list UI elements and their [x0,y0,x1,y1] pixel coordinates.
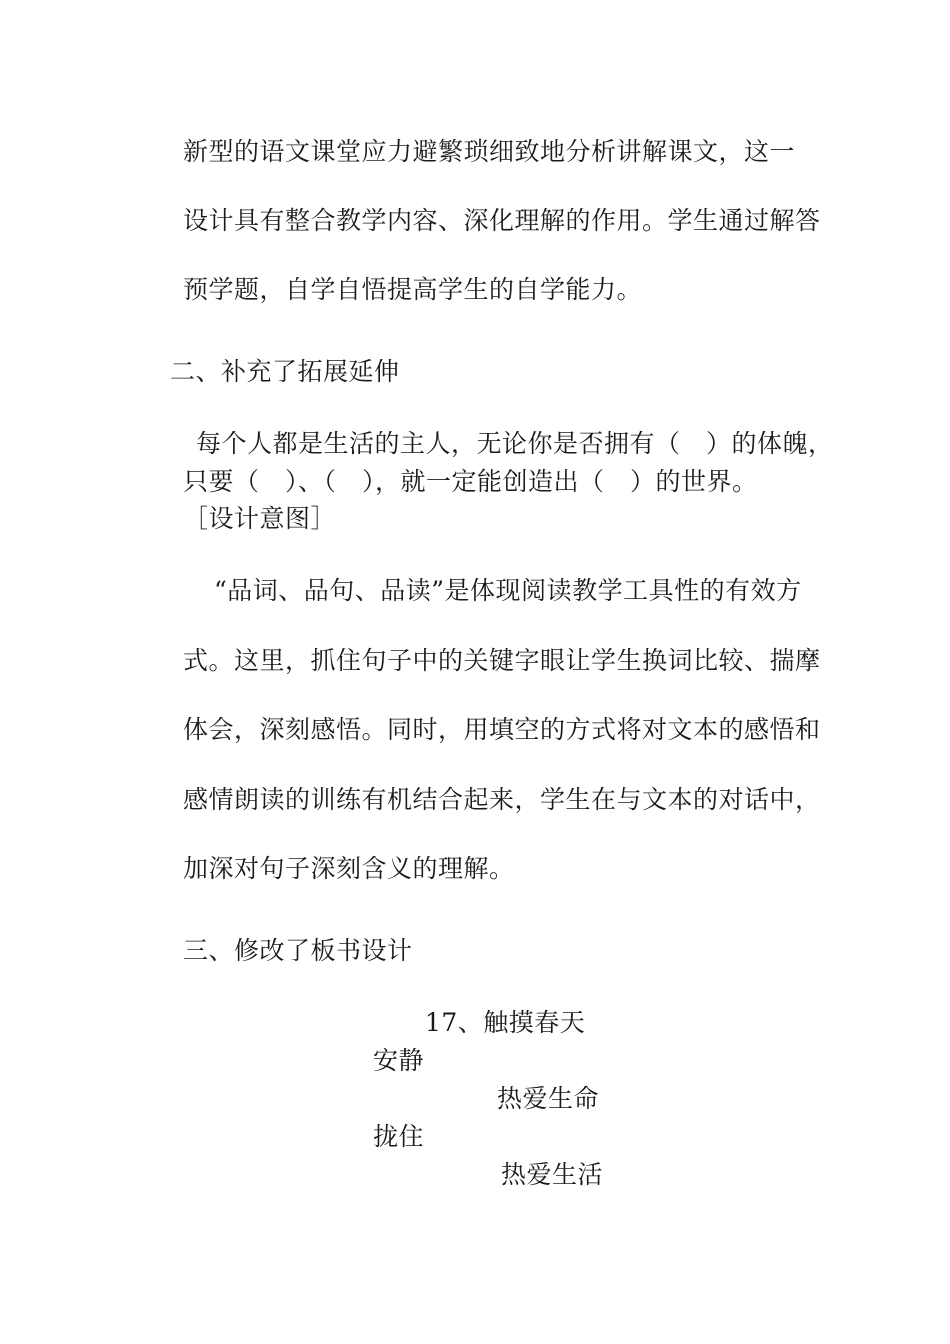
board-theme: 热爱生命 [497,1084,600,1113]
paragraph-line: “品词、品句、品读”是体现阅读教学工具性的有效方 [214,576,802,605]
design-intent-label: ［设计意图］ [183,504,337,533]
paragraph-line: 感情朗读的训练有机结合起来，学生在与文本的对话中， [183,785,821,814]
paragraph-line: 加深对句子深刻含义的理解。 [183,854,515,883]
board-theme: 热爱生活 [501,1160,604,1189]
paragraph-line: 新型的语文课堂应力避繁琐细致地分析讲解课文，这一 [183,137,796,166]
exercise-line: 只要（ ）、（ ），就一定能创造出（ ）的世界。 [183,467,758,496]
section-heading: 三、修改了板书设计 [183,936,413,965]
paragraph-line: 预学题，自学自悟提高学生的自学能力。 [183,275,643,304]
board-keyword: 安静 [373,1046,425,1075]
paragraph-line: 体会，深刻感悟。同时，用填空的方式将对文本的感悟和 [183,715,821,744]
paragraph-line: 式。这里，抓住句子中的关键字眼让学生换词比较、揣摩 [183,646,821,675]
exercise-line: 每个人都是生活的主人，无论你是否拥有（ ）的体魄， [196,429,834,458]
board-keyword: 拢住 [373,1122,425,1151]
paragraph-line: 设计具有整合教学内容、深化理解的作用。学生通过解答 [183,206,821,235]
board-title: 17、触摸春天 [425,1008,586,1037]
section-heading: 二、补充了拓展延伸 [170,357,400,386]
